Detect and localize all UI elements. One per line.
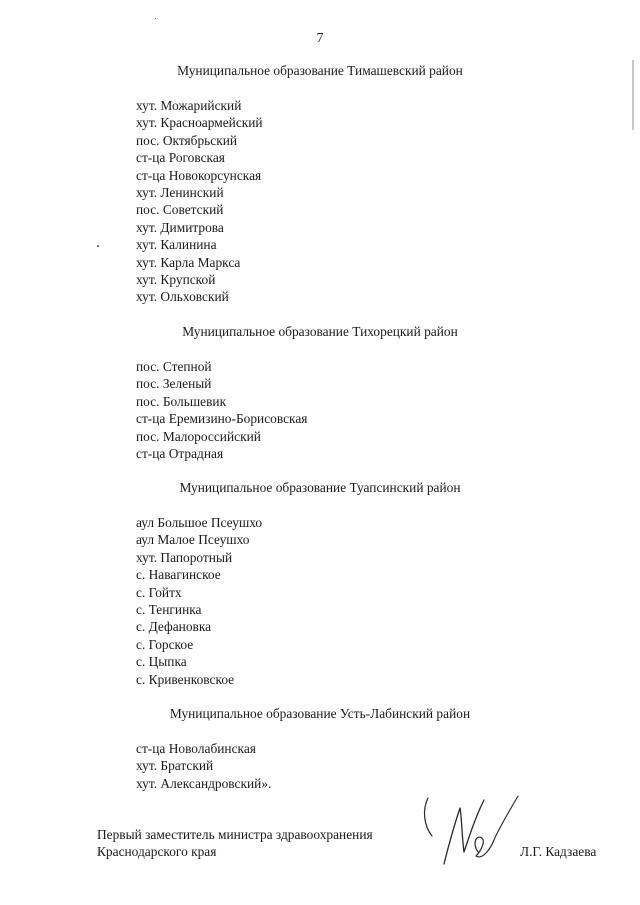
settlement-list-tuapsinsky	[136, 514, 262, 688]
settlement-list-timashevsky	[136, 97, 263, 306]
list-item: с. Дефановка	[136, 619, 212, 635]
section-heading-tikhoretsky: Муниципальное образование Тихорецкий район	[182, 324, 458, 339]
settlement-list-ust-labinsky	[136, 740, 271, 792]
list-item: хут. Ольховский	[136, 289, 229, 305]
signature-title	[97, 826, 373, 861]
signature-title-line1: Первый заместитель министра здравоохранения	[97, 827, 373, 842]
scan-speck	[155, 18, 156, 19]
list-item: с. Кривенковское	[136, 671, 235, 687]
section-heading-ust-labinsky: Муниципальное образование Усть-Лабинский район	[169, 706, 471, 721]
list-item: с. Гойтх	[136, 584, 182, 600]
signer-name: Л.Г. Кадзаева	[520, 844, 597, 859]
list-item: пос. Степной	[136, 359, 212, 374]
list-item: ст-ца Отрадная	[136, 446, 224, 462]
list-item: ст-ца Роговская	[136, 150, 225, 166]
list-item: аул Малое Псеушхо	[136, 532, 250, 548]
list-item: ст-ца Еремизино-Борисовская	[136, 411, 308, 427]
list-item: с. Горское	[136, 636, 194, 652]
list-item: хут. Калинина	[136, 237, 217, 253]
list-item: пос. Октябрьский	[136, 132, 238, 148]
list-item: аул Большое Псеушхо	[136, 515, 263, 530]
list-item: хут. Ленинский	[136, 185, 224, 201]
list-item: с. Навагинское	[136, 567, 221, 583]
section-heading-tuapsinsky: Муниципальное образование Туапсинский район	[179, 480, 461, 495]
list-item: пос. Малороссийский	[136, 428, 261, 444]
handwritten-signature-mark	[418, 786, 528, 876]
signature-title-line2: Краснодарского края	[97, 844, 217, 860]
list-item: хут. Александровский».	[136, 775, 272, 791]
list-item: хут. Можарийский	[136, 98, 242, 113]
list-item: ст-ца Новолабинская	[136, 741, 256, 756]
scan-speck	[97, 245, 99, 247]
list-item: пос. Зеленый	[136, 376, 212, 392]
section-heading-timashevsky: Муниципальное образование Тимашевский район	[177, 63, 463, 78]
list-item: пос. Большевик	[136, 393, 227, 409]
list-item: пос. Советский	[136, 202, 224, 218]
scan-edge-mark	[632, 60, 634, 130]
list-item: ст-ца Новокорсунская	[136, 167, 262, 183]
settlement-list-tikhoretsky	[136, 358, 307, 462]
list-item: хут. Крупской	[136, 272, 216, 288]
list-item: с. Тенгинка	[136, 602, 202, 618]
list-item: хут. Димитрова	[136, 219, 224, 235]
list-item: хут. Красноармейский	[136, 115, 263, 131]
list-item: хут. Братский	[136, 758, 214, 774]
list-item: с. Цыпка	[136, 654, 187, 670]
page-number: 7	[316, 31, 324, 46]
list-item: хут. Карла Маркса	[136, 254, 241, 270]
list-item: хут. Папоротный	[136, 549, 233, 565]
